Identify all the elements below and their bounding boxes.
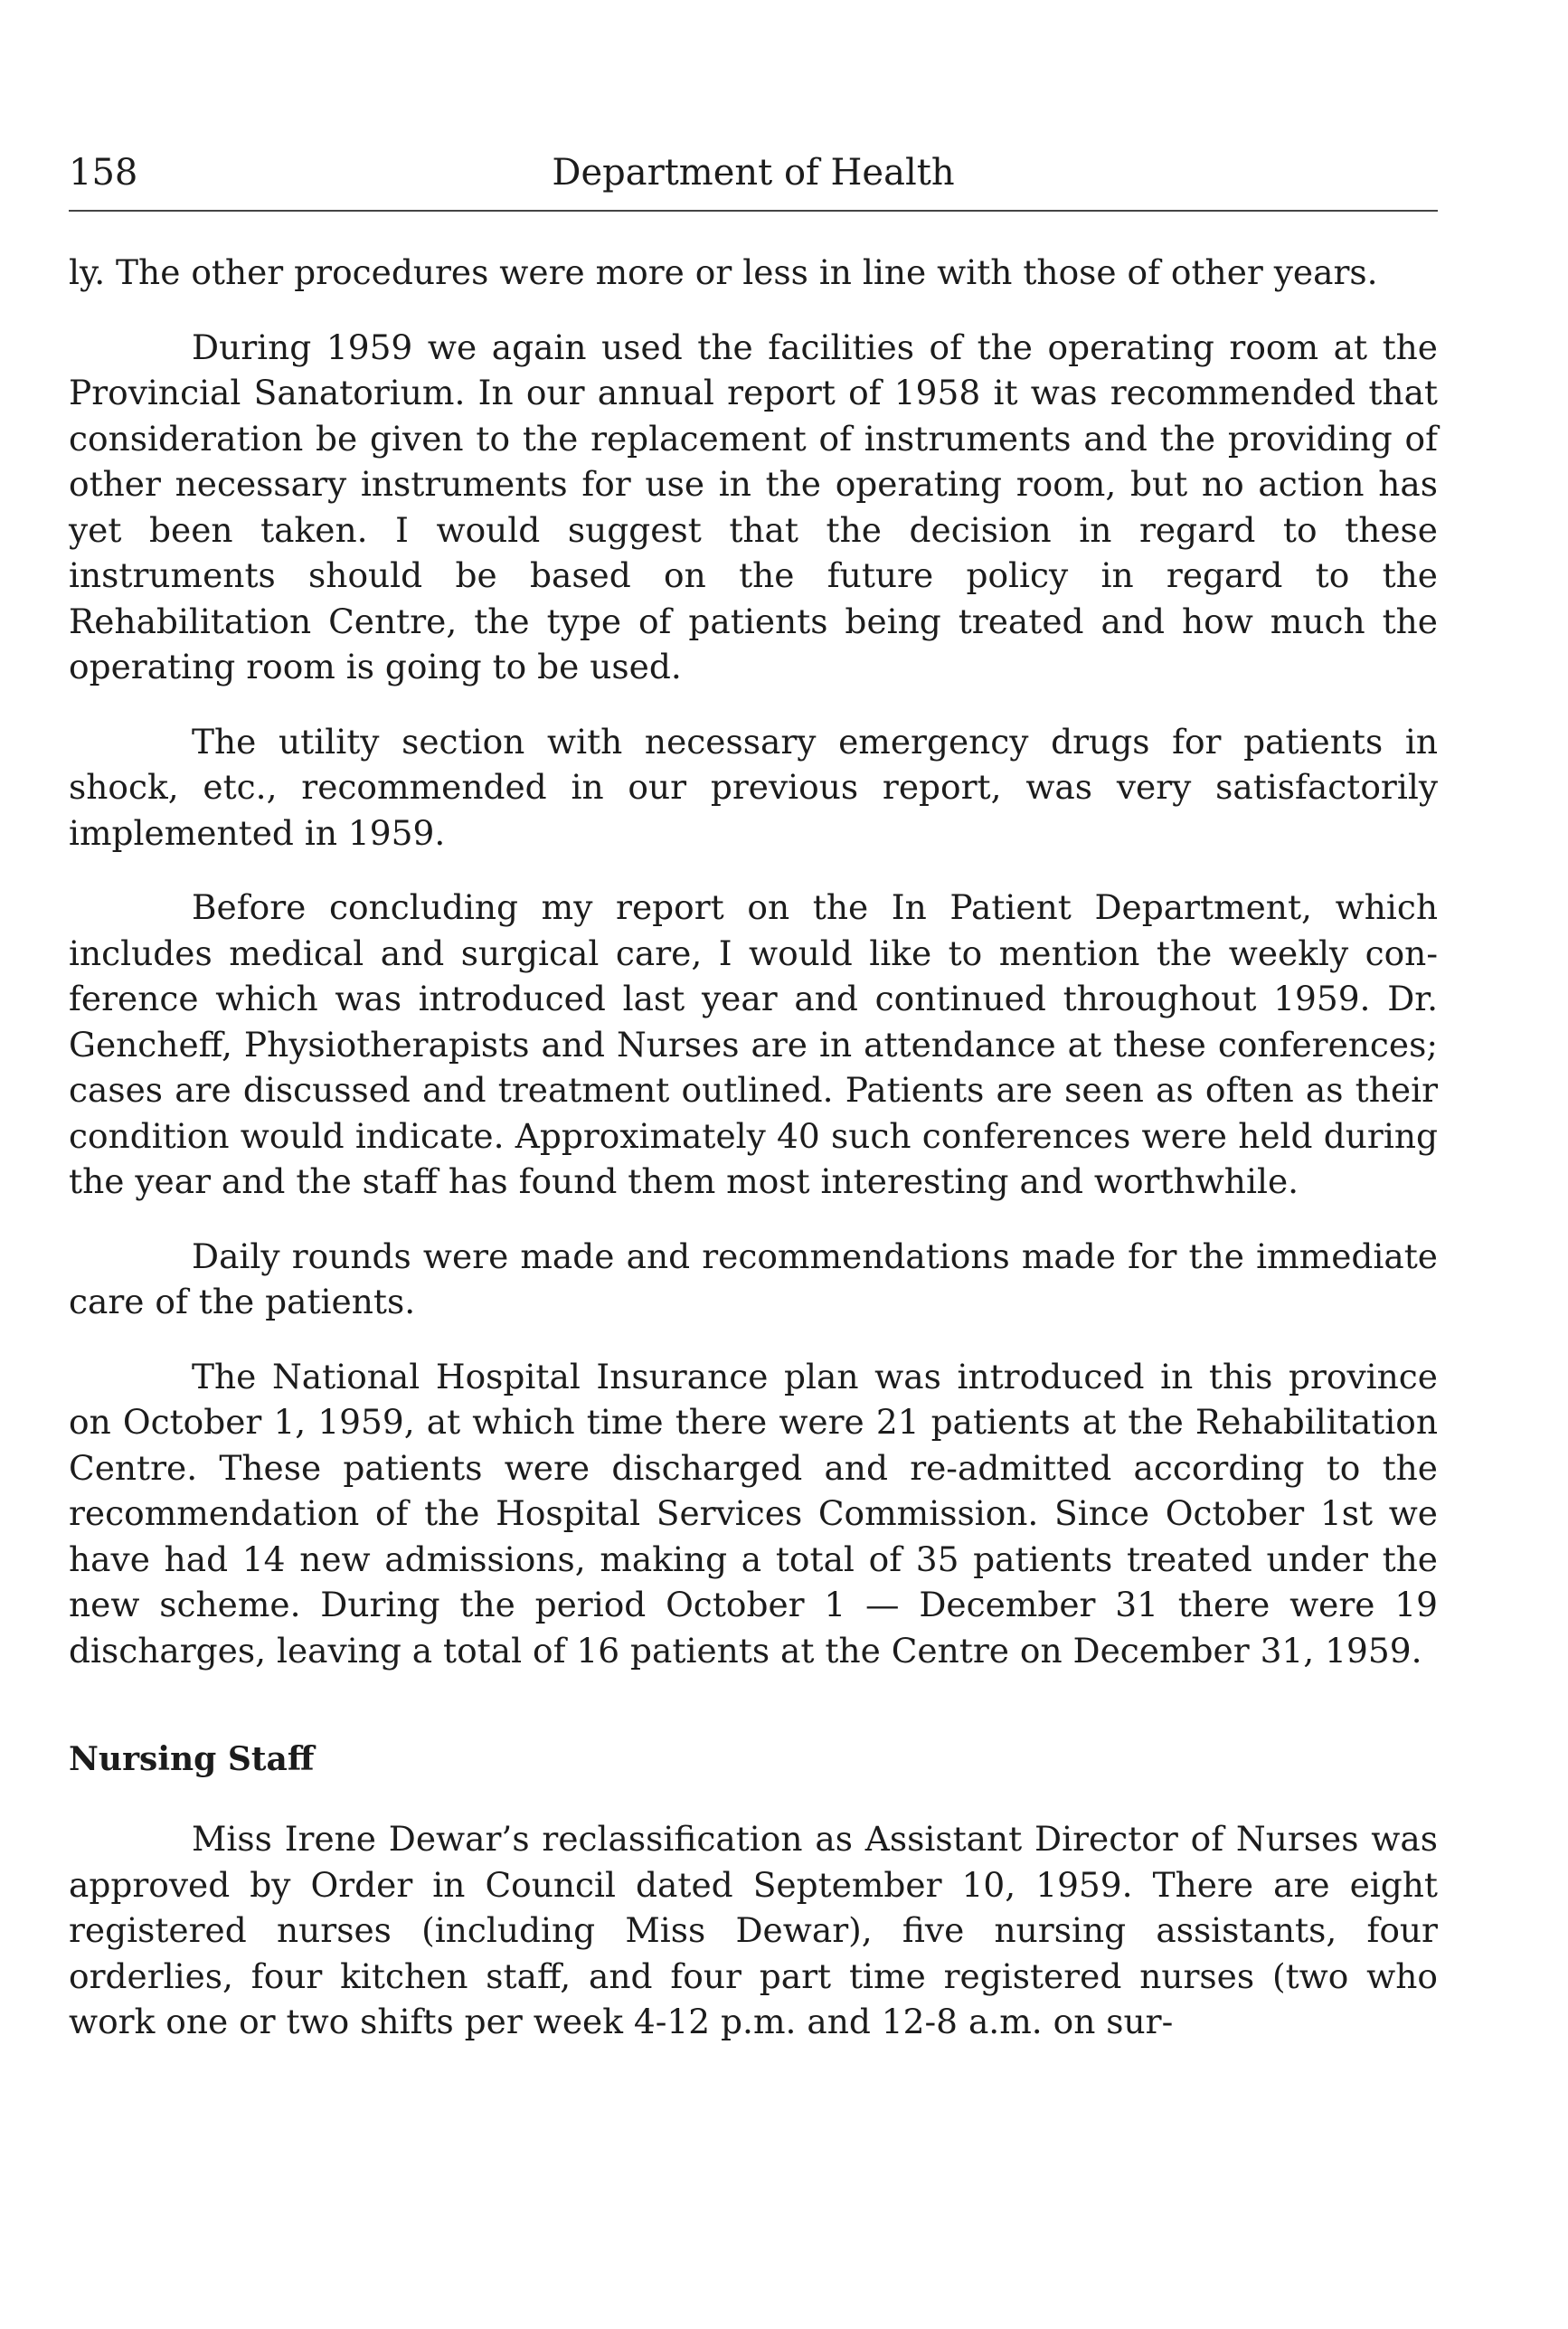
document-page xyxy=(69,145,1438,2074)
section-heading-nursing-staff: Nursing Staff xyxy=(69,1740,315,1778)
paragraph-utility-section: The utility section with necessary emergency drugs for patients in shock, etc., recommended in our previous report, was very satisfactorily implemented in 1959. xyxy=(69,721,1438,853)
header-rule xyxy=(69,210,1438,212)
paragraph-weekly-conference: Before concluding my report on the In Patient Department, which includes medical and surgical care, I would like to mention the weekly conference which was introduced last year and continued throughout 1959. Dr. Gencheff, Physiotherapists and Nurses are in attendance at these conferences; cases are discussed and treatment outlined. Patients are seen as often as their condition would indicate. Approximately 40 such conferences were held during the year and the staff has found them most interesting and worthwhile. xyxy=(69,887,1438,1201)
paragraph-nursing-staff: Miss Irene Dewar’s reclassification as Assistant Director of Nurses was approved by Order in Council dated September 10, 1959. There are eight registered nurses (including Miss Dewar), five nursing assistants, four orderlies, four kitchen staff, and four part time registered nurses (two who work one or two shifts per week 4-12 p.m. and 12-8 a.m. on sur- xyxy=(69,1819,1438,2041)
paragraph-operating-room: During 1959 we again used the facilities of the operating room at the Provincial Sanatorium. In our annual report of 1958 it was recommended that consideration be given to the replacement of instruments and the providing of other necessary instruments for use in the operating room, but no action has yet been taken. I would suggest that the decision in regard to these instruments should be based on the future policy in regard to the Rehabilitation Centre, the type of patients being treated and how much the operating room is going to be used. xyxy=(69,327,1438,686)
body-text xyxy=(69,250,1438,2045)
running-header xyxy=(69,145,1438,201)
paragraph-daily-rounds: Daily rounds were made and recommendations made for the immediate care of the patients. xyxy=(69,1236,1438,1321)
paragraph-continuation: ly. The other procedures were more or less in line with those of other years. xyxy=(69,252,1378,292)
page-number: 158 xyxy=(69,152,138,194)
running-title: Department of Health xyxy=(552,152,955,194)
paragraph-hospital-insurance: The National Hospital Insurance plan was introduced in this province on October 1, 1959, at which time there were 21 patients at the Rehabilitation Centre. These patients were discharged and re-admitted according to the recommendation of the Hospital Services Commission. Since October 1st we have had 14 new admissions, making a total of 35 patients treated under the new scheme. During the period October 1 — December 31 there were 19 discharges, leaving a total of 16 patients at the Centre on December 31, 1959. xyxy=(69,1356,1438,1671)
